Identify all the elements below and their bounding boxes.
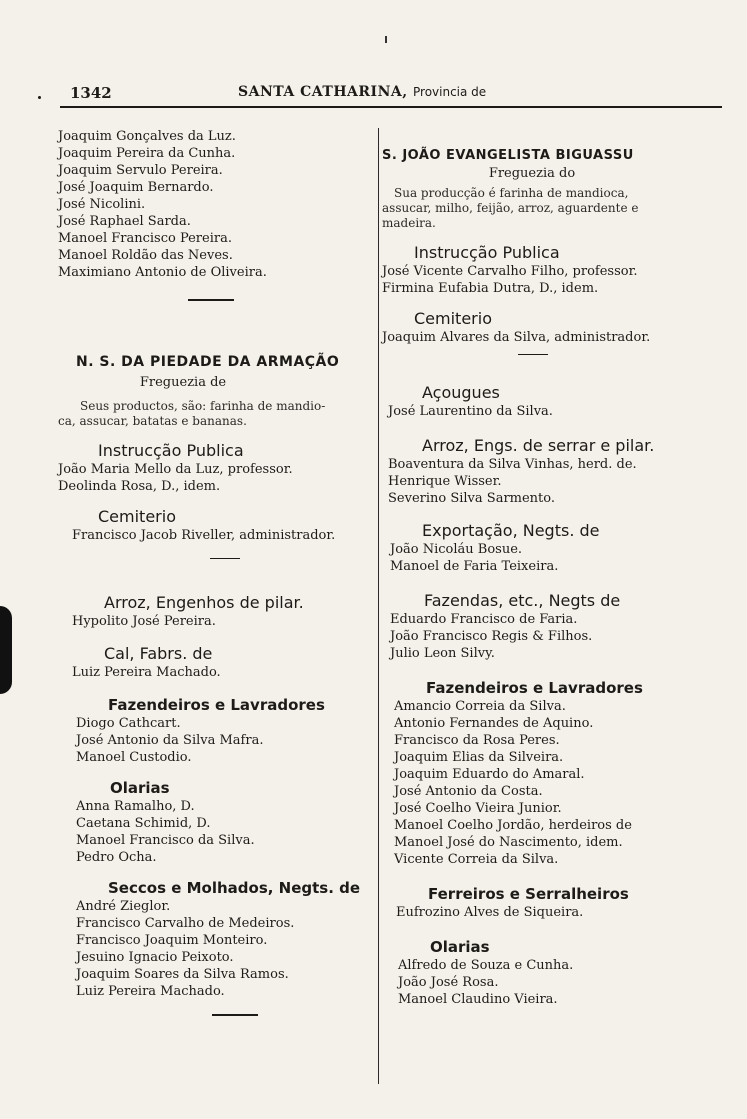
- list-item: Francisco Carvalho de Medeiros.: [76, 916, 295, 931]
- list-item: José Vicente Carvalho Filho, professor.: [382, 264, 638, 279]
- list-item: José Raphael Sarda.: [58, 214, 191, 229]
- section-heading: Olarias: [110, 779, 170, 797]
- running-title-main: SANTA CATHARINA,: [238, 84, 408, 100]
- list-item: Eufrozino Alves de Siqueira.: [396, 905, 584, 920]
- products-text: [382, 186, 704, 231]
- products-line: madeira.: [382, 216, 436, 230]
- list-item: Maximiano Antonio de Oliveira.: [58, 265, 267, 280]
- list-item: José Laurentino da Silva.: [388, 404, 553, 419]
- list-item: Boaventura da Silva Vinhas, herd. de.: [388, 457, 637, 472]
- section-heading: Fazendeiros e Lavradores: [426, 679, 643, 697]
- products-text: [58, 399, 380, 429]
- list-item: Joaquim Servulo Pereira.: [58, 163, 223, 178]
- list-item: José Antonio da Costa.: [394, 784, 543, 799]
- list-item: Severino Silva Sarmento.: [388, 491, 556, 506]
- list-item: João José Rosa.: [398, 975, 499, 990]
- list-item: Hypolito José Pereira.: [72, 614, 216, 629]
- list-item: Francisco Joaquim Monteiro.: [76, 933, 268, 948]
- list-item: Luiz Pereira Machado.: [76, 984, 225, 999]
- list-item: Joaquim Alvares da Silva, administrador.: [382, 330, 651, 345]
- list-item: José Antonio da Silva Mafra.: [76, 733, 264, 748]
- list-item: Francisco Jacob Riveller, administrador.: [72, 528, 336, 543]
- products-line: Seus productos, são: farinha de mandio-: [80, 399, 326, 413]
- list-item: José Coelho Vieira Junior.: [394, 801, 562, 816]
- list-item: Manoel Custodio.: [76, 750, 192, 765]
- section-heading: Arroz, Engs. de serrar e pilar.: [422, 436, 655, 455]
- section-heading: Arroz, Engenhos de pilar.: [104, 593, 304, 612]
- list-item: Amancio Correia da Silva.: [394, 699, 566, 714]
- print-mark: [385, 36, 387, 43]
- list-item: Jesuino Ignacio Peixoto.: [76, 950, 234, 965]
- list-item: Manoel Francisco Pereira.: [58, 231, 232, 246]
- products-line: Sua producção é farinha de mandioca,: [394, 186, 629, 200]
- list-item: Francisco da Rosa Peres.: [394, 733, 560, 748]
- section-heading: Fazendas, etc., Negts de: [424, 591, 621, 610]
- list-item: Caetana Schimid, D.: [76, 816, 211, 831]
- section-heading: Cal, Fabrs. de: [104, 644, 213, 663]
- section-rule: [212, 1014, 258, 1016]
- list-item: João Francisco Regis & Filhos.: [390, 629, 593, 644]
- list-item: Joaquim Soares da Silva Ramos.: [76, 967, 289, 982]
- section-heading: Cemiterio: [98, 507, 176, 526]
- section-heading: Seccos e Molhados, Negts. de: [108, 879, 361, 897]
- list-item: Manoel Coelho Jordão, herdeiros de: [394, 818, 632, 833]
- section-heading: Fazendeiros e Lavradores: [108, 696, 325, 714]
- section-heading: Olarias: [430, 938, 490, 956]
- list-item: Manoel de Faria Teixeira.: [390, 559, 559, 574]
- list-item: Joaquim Pereira da Cunha.: [58, 146, 236, 161]
- list-item: Eduardo Francisco de Faria.: [390, 612, 578, 627]
- section-heading: Ferreiros e Serralheiros: [428, 885, 629, 903]
- list-item: Manoel Roldão das Neves.: [58, 248, 233, 263]
- section-rule: [188, 299, 234, 301]
- section-heading: Cemiterio: [414, 309, 492, 328]
- left-column: [58, 128, 380, 1016]
- running-title: [238, 84, 486, 100]
- list-item: Joaquim Gonçalves da Luz.: [58, 129, 236, 144]
- running-title-sub: Provincia de: [413, 85, 487, 99]
- list-item: André Zieglor.: [76, 899, 171, 914]
- list-item: Manoel Claudino Vieira.: [398, 992, 558, 1007]
- list-item: João Maria Mello da Luz, professor.: [58, 462, 293, 477]
- margin-stain: [0, 606, 12, 694]
- list-item: José Nicolini.: [58, 197, 146, 212]
- list-item: Deolinda Rosa, D., idem.: [58, 479, 221, 494]
- list-item: Joaquim Eduardo do Amaral.: [394, 767, 585, 782]
- parish-title: S. JOÃO EVANGELISTA BIGUASSU: [382, 148, 634, 163]
- freguezia-label: Freguezia do: [488, 166, 576, 181]
- list-item: Firmina Eufabia Dutra, D., idem.: [382, 281, 599, 296]
- list-item: Pedro Ocha.: [76, 850, 157, 865]
- list-item: Anna Ramalho, D.: [76, 799, 195, 814]
- products-line: assucar, milho, feijão, arroz, aguardente e: [382, 201, 639, 215]
- freguezia-label: Freguezia de: [139, 375, 227, 390]
- section-rule: [210, 558, 240, 559]
- products-line: ca, assucar, batatas e bananas.: [58, 414, 247, 428]
- list-item: Antonio Fernandes de Aquino.: [394, 716, 594, 731]
- list-item: Vicente Correia da Silva.: [394, 852, 559, 867]
- parish-title: N. S. DA PIEDADE DA ARMAÇÃO: [76, 354, 340, 370]
- section-heading: Instrucção Publica: [414, 243, 560, 262]
- section-heading: Açougues: [422, 383, 500, 402]
- header-rule: [60, 106, 722, 108]
- list-item: Alfredo de Souza e Cunha.: [398, 958, 574, 973]
- page-header: [60, 84, 720, 106]
- list-item: Julio Leon Silvy.: [390, 646, 495, 661]
- section-rule: [518, 354, 548, 355]
- right-column: [382, 128, 704, 1008]
- name-list: [58, 128, 380, 281]
- margin-dot: [38, 96, 41, 99]
- list-item: Diogo Cathcart.: [76, 716, 181, 731]
- list-item: João Nicoláu Bosue.: [390, 542, 523, 557]
- list-item: Manoel José do Nascimento, idem.: [394, 835, 623, 850]
- section-heading: Instrucção Publica: [98, 441, 244, 460]
- list-item: Joaquim Elias da Silveira.: [394, 750, 564, 765]
- list-item: José Joaquim Bernardo.: [58, 180, 214, 195]
- list-item: Manoel Francisco da Silva.: [76, 833, 255, 848]
- section-heading: Exportação, Negts. de: [422, 521, 600, 540]
- page-number: 1342: [70, 84, 112, 102]
- list-item: Luiz Pereira Machado.: [72, 665, 221, 680]
- list-item: Henrique Wisser.: [388, 474, 502, 489]
